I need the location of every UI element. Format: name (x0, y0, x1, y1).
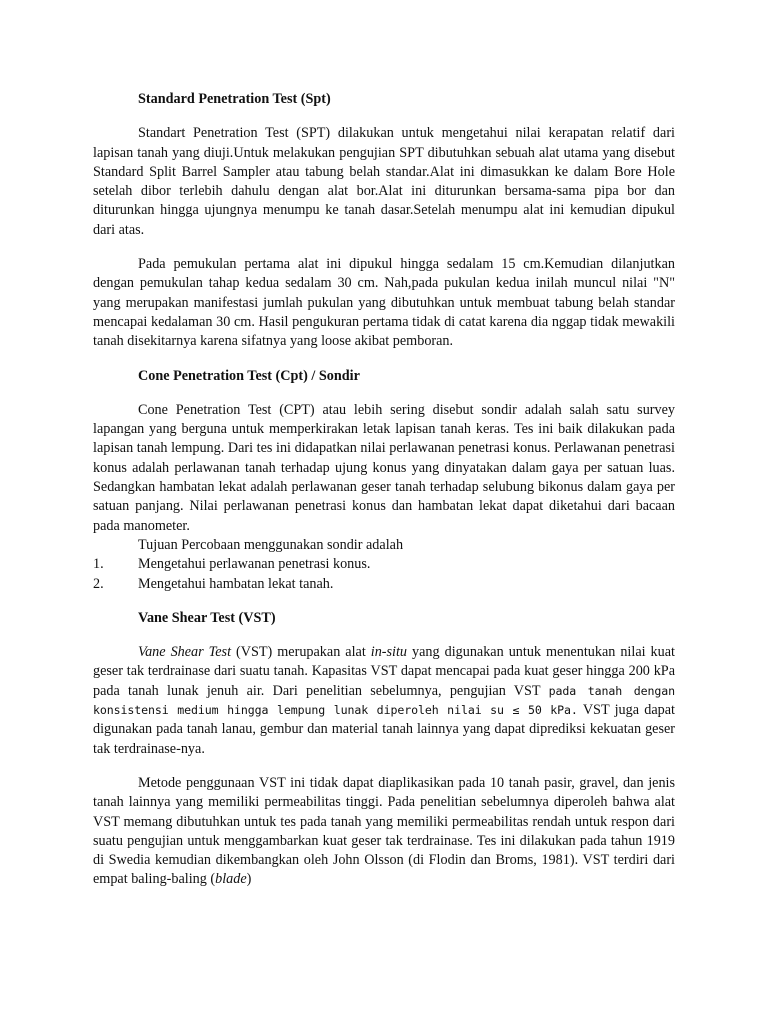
list-item (93, 555, 675, 574)
text-run: VST juga dapat digunakan pada tanah lanau, gembur dan material tanah lainnya yang dapat diprediksi kekuatan geser tak terdrainase-nya. (93, 702, 675, 757)
text-run: yang digunakan untuk menentukan nilai kuat geser tak terdrainase dari suatu tanah. Kapasitas VST dapat mencapai pada kuat geser hingga 200 kPa pada tanah lunak jenuh air. Dari penelitian sebelumnya, pengujian VST (93, 644, 675, 699)
text-run-mono: pada tanah dengan konsistensi medium hingga lempung lunak diperoleh nilai su ≤ 50 kPa. (93, 683, 676, 718)
section-heading-spt: Standard Penetration Test (Spt) (138, 91, 331, 107)
section-heading-vst: Vane Shear Test (VST) (138, 609, 276, 626)
text-run: Metode penggunaan VST ini tidak dapat diaplikasikan pada 10 tanah pasir, gravel, dan jenis tanah lainnya yang memiliki permeabilitas tinggi. Pada penelitian sebelumnya diperoleh bahwa alat VST memang dibutuhkan untuk tes pada tanah yang memiliki permeabilitas rendah untuk respon dari suatu pengujian untuk menggambarkan kuat geser tak terdrainase. Tes ini dilakukan pada tahun 1919 di Swedia kemudian dikembangkan oleh John Olsson (di Flodin dan Broms, 1981). VST terdiri dari empat baling-baling ( (93, 774, 675, 888)
text-run: (VST) merupakan alat (231, 644, 371, 661)
list-number: 2. (93, 575, 104, 592)
purpose-intro: Tujuan Percobaan menggunakan sondir adalah (138, 536, 404, 553)
list-text: Mengetahui perlawanan penetrasi konus. (138, 556, 371, 573)
term-vane-shear-test: Vane Shear Test (138, 644, 232, 661)
paragraph-vst-2 (93, 774, 675, 890)
paragraph-cpt-1: Cone Penetration Test (CPT) atau lebih sering disebut sondir adalah salah satu survey lapangan yang berguna untuk memperkirakan letak lapisan tanah keras. Tes ini baik dilakukan pada lapisan tanah lempung. Dari tes ini didapatkan nilai perlawanan penetrasi konus. Perlawanan penetrasi konus adalah perlawanan tanah terhadap ujung konus yang dinyatakan dalam gaya per satuan luas. Sedangkan hambatan lekat adalah perlawanan geser tanah terhadap selubung bikonus dalam gaya per satuan panjang. Nilai perlawanan penetrasi konus dan hambatan lekat dapat diketahui dari bacaan pada manometer. (93, 401, 675, 534)
list-number: 1. (93, 556, 104, 573)
list-text: Mengetahui hambatan lekat tanah. (138, 575, 334, 592)
paragraph-vst-1 (93, 643, 675, 759)
list-item (93, 575, 675, 594)
text-run: ) (246, 871, 252, 888)
document-body (93, 90, 675, 905)
paragraph-spt-2: Pada pemukulan pertama alat ini dipukul hingga sedalam 15 cm.Kemudian dilanjutkan dengan pemukulan tahap kedua sedalam 30 cm. Nah,pada pukulan kedua inilah muncul nilai "N" yang merupakan manifestasi jumlah pukulan yang dibutuhkan untuk membuat tabung belah standar mencapai kedalaman 30 cm. Hasil pengukuran pertama tidak di catat karena dia nggap tidak mewakili tanah disekitarnya karena sifatnya yang loose akibat pemboran. (93, 256, 675, 350)
paragraph-spt-1: Standart Penetration Test (SPT) dilakukan untuk mengetahui nilai kerapatan relatif dari lapisan tanah yang diuji.Untuk melakukan pengujian SPT dibutuhkan sebuah alat utama yang disebut Standard Split Barrel Sampler atau tabung belah standar.Alat ini dimasukkan ke dalam Bore Hole setelah dibor terlebih dahulu dengan alat bor.Alat ini diturunkan bersama-sama pipa bor dan diturunkan hingga ujungnya menumpu ke tanah dasar.Setelah menumpu alat ini kemudian dipukul dari atas. (93, 125, 675, 238)
purpose-list (93, 555, 675, 594)
section-heading-cpt: Cone Penetration Test (Cpt) / Sondir (138, 367, 360, 384)
term-blade: blade (215, 871, 247, 888)
term-in-situ: in-situ (370, 644, 408, 661)
